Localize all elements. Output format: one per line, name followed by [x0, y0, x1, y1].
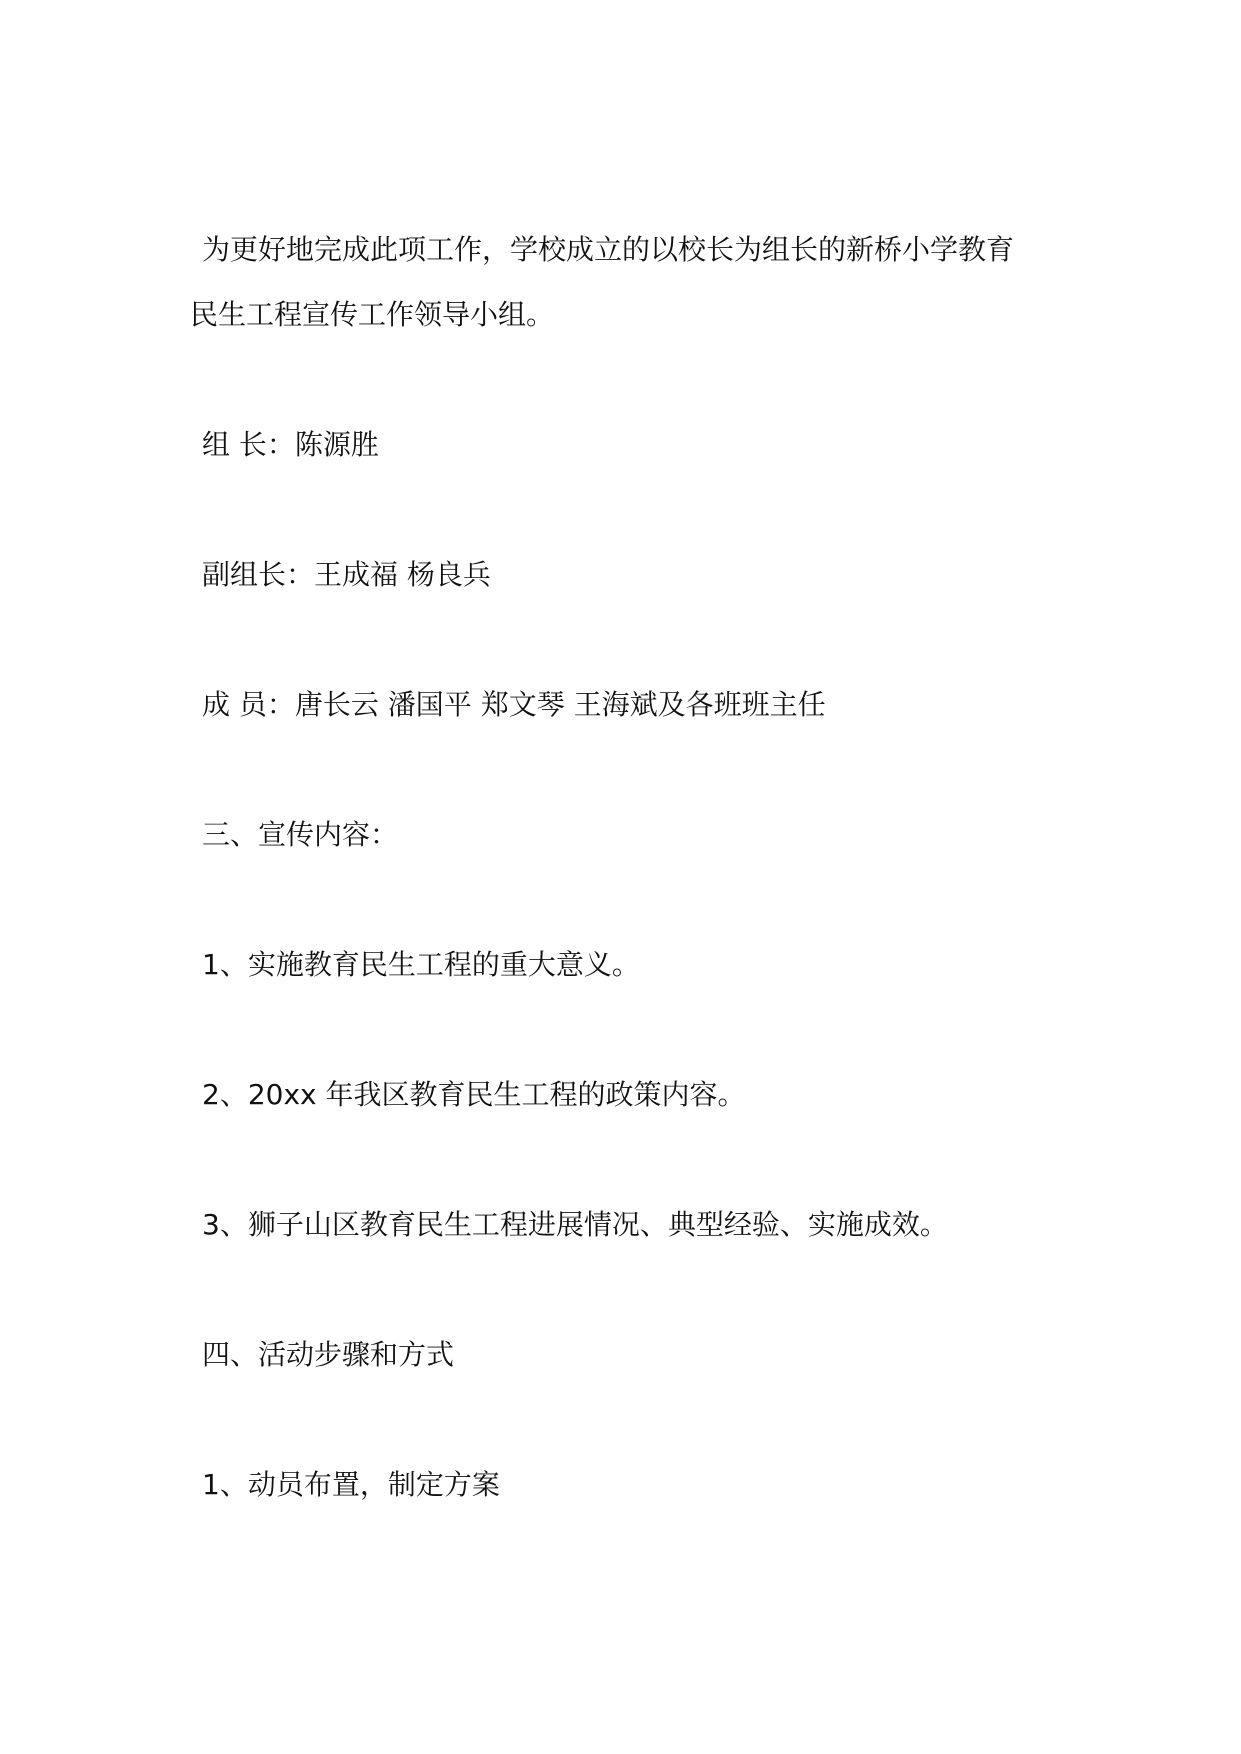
list-item-2: 2、20xx 年我区教育民生工程的政策内容。 — [202, 1078, 746, 1111]
leader-line: 组 长：陈源胜 — [202, 428, 379, 461]
list-item-step-1: 1、动员布置，制定方案 — [202, 1468, 500, 1501]
paragraph-intro-line-2: 民生工程宣传工作领导小组。 — [190, 298, 555, 331]
list-item-3: 3、狮子山区教育民生工程进展情况、典型经验、实施成效。 — [202, 1208, 948, 1241]
paragraph-intro-line-1: 为更好地完成此项工作，学校成立的以校长为组长的新桥小学教育 — [202, 233, 1015, 266]
section-heading-activity-steps: 四、活动步骤和方式 — [202, 1338, 455, 1371]
members-line: 成 员：唐长云 潘国平 郑文琴 王海斌及各班班主任 — [202, 688, 826, 721]
deputy-leader-line: 副组长：王成福 杨良兵 — [202, 558, 491, 591]
section-heading-publicity-content: 三、宣传内容： — [202, 818, 399, 851]
list-item-1: 1、实施教育民生工程的重大意义。 — [202, 948, 640, 981]
